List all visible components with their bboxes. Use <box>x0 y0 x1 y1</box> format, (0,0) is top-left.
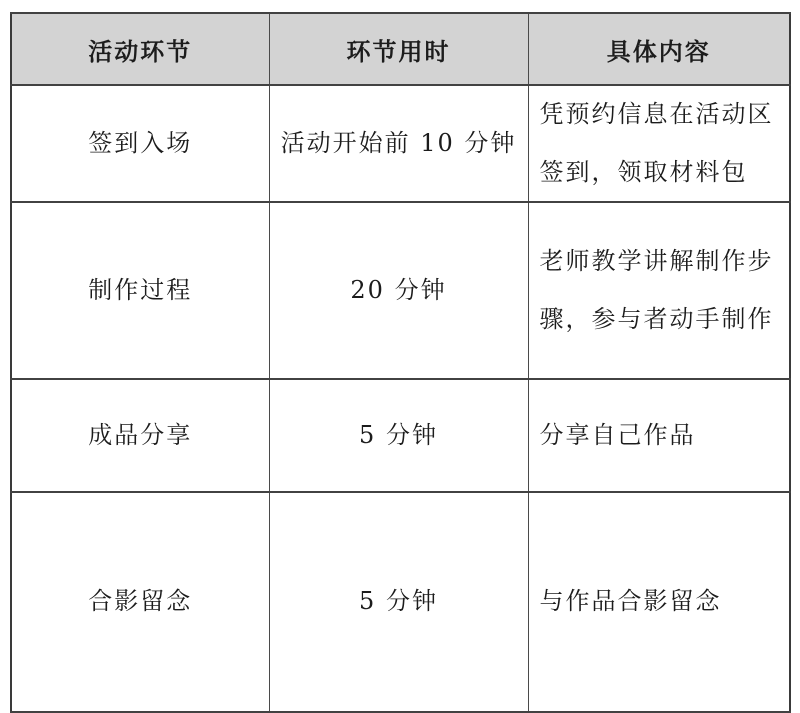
cell-stage: 成品分享 <box>11 379 269 492</box>
table-row <box>11 379 790 492</box>
header-cell-details: 具体内容 <box>528 13 790 85</box>
cell-duration: 活动开始前 10 分钟 <box>269 85 528 202</box>
cell-stage: 制作过程 <box>11 202 269 379</box>
cell-details: 分享自己作品 <box>528 379 790 492</box>
cell-details: 与作品合影留念 <box>528 492 790 712</box>
cell-duration: 5 分钟 <box>269 492 528 712</box>
header-cell-duration: 环节用时 <box>269 13 528 85</box>
table-row <box>11 85 790 202</box>
activity-schedule-table <box>10 12 791 713</box>
table-row <box>11 202 790 379</box>
table-header-row <box>11 13 790 85</box>
table-row <box>11 492 790 712</box>
cell-stage: 合影留念 <box>11 492 269 712</box>
header-cell-stage: 活动环节 <box>11 13 269 85</box>
cell-details: 老师教学讲解制作步骤，参与者动手制作 <box>528 202 790 379</box>
cell-details: 凭预约信息在活动区签到，领取材料包 <box>528 85 790 202</box>
cell-stage: 签到入场 <box>11 85 269 202</box>
cell-duration: 20 分钟 <box>269 202 528 379</box>
cell-duration: 5 分钟 <box>269 379 528 492</box>
